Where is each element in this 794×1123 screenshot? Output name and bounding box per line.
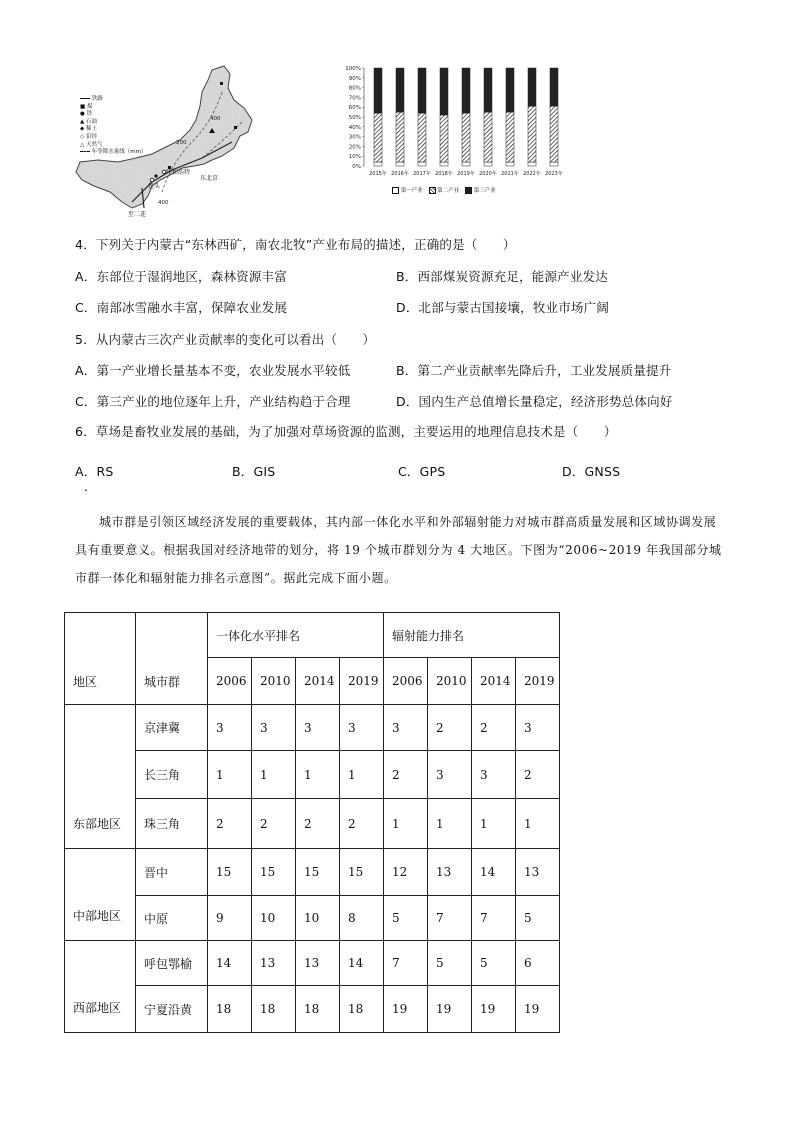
q5-option-d[interactable]: D．国内生产总值增长量稳定，经济形势总体向好 — [396, 394, 673, 409]
city-group-cell: 晋中 — [136, 849, 208, 896]
year-header: 2006 — [384, 658, 428, 705]
rank-cell: 15 — [208, 849, 252, 896]
table-row — [65, 751, 560, 799]
table-row — [65, 799, 560, 849]
rank-cell: 13 — [516, 849, 560, 896]
rank-cell: 3 — [428, 751, 472, 799]
place-label: 呼和浩特 — [166, 169, 191, 176]
x-tick-label: 2016年 — [391, 171, 409, 177]
coal-symbol — [220, 82, 223, 85]
rank-cell: 18 — [296, 986, 340, 1033]
x-tick-label: 2021年 — [501, 171, 519, 177]
isoline-label: 400 — [210, 116, 221, 122]
rank-cell: 18 — [340, 986, 384, 1033]
bar-segment-second — [528, 106, 536, 162]
place-label: 包头 — [148, 183, 161, 190]
legend-third-label: 第三产业 — [473, 188, 496, 194]
year-header: 2010 — [252, 658, 296, 705]
q5-option-a[interactable]: A．第一产业增长量基本不变，农业发展水平较低 — [75, 363, 351, 378]
rank-cell: 7 — [472, 896, 516, 941]
year-header: 2010 — [428, 658, 472, 705]
bar-segment-third — [440, 68, 448, 115]
rank-cell: 14 — [208, 941, 252, 986]
rank-cell: 19 — [384, 986, 428, 1033]
rank-cell: 2 — [384, 751, 428, 799]
bar-segment-first — [396, 162, 404, 166]
x-tick-label: 2023年 — [545, 171, 563, 177]
legend-lead-zinc: ◇ 铅锌 — [80, 133, 97, 140]
y-tick-label: 30% — [348, 134, 361, 141]
header-region: 地区 — [65, 613, 136, 705]
rank-cell: 5 — [516, 896, 560, 941]
stray-dot: . — [84, 480, 89, 494]
year-header: 2019 — [340, 658, 384, 705]
city-group-cell: 呼包鄂榆 — [136, 941, 208, 986]
x-tick-label: 2022年 — [523, 171, 541, 177]
rank-cell: 18 — [252, 986, 296, 1033]
legend-first-label: 第一产业 — [400, 188, 423, 194]
bar-segment-second — [550, 106, 558, 162]
bar-segment-first — [440, 162, 448, 166]
bar-segment-first — [528, 162, 536, 166]
map-legend — [80, 96, 146, 157]
region-cell: 西部地区 — [65, 941, 136, 1033]
bar-segment-second — [462, 113, 470, 162]
rank-cell: 14 — [472, 849, 516, 896]
header-integration: 一体化水平排名 — [208, 613, 384, 658]
rank-cell: 5 — [384, 896, 428, 941]
bar-segment-third — [506, 68, 514, 112]
place-label: 至二连 — [128, 211, 147, 218]
y-tick-label: 20% — [348, 144, 361, 151]
y-tick-label: 50% — [348, 115, 361, 121]
x-tick-label: 2018年 — [435, 171, 453, 177]
bar-segment-second — [506, 112, 514, 162]
question-6-stem: 6．草场是畜牧业发展的基础，为了加强对草场资源的监测，主要运用的地理信息技术是（ ） — [75, 424, 617, 439]
rank-cell: 3 — [296, 705, 340, 751]
y-tick-label: 10% — [348, 154, 361, 161]
year-header: 2014 — [296, 658, 340, 705]
legend-rare-earth: ◆ 稀土 — [80, 126, 97, 133]
table-row — [65, 705, 560, 751]
table-row — [65, 941, 560, 986]
rank-cell: 9 — [208, 896, 252, 941]
q6-option-d[interactable]: D．GNSS — [562, 464, 621, 479]
question-5-stem: 5．从内蒙古三次产业贡献率的变化可以看出（ ） — [75, 332, 376, 347]
bar-segment-second — [418, 113, 426, 162]
rank-cell: 3 — [516, 705, 560, 751]
chart-legend — [392, 186, 496, 194]
isoline-label: 400 — [158, 200, 169, 206]
city-group-cell: 京津冀 — [136, 705, 208, 751]
bar-segment-third — [418, 68, 426, 113]
legend-iron: ● 铁 — [80, 111, 93, 118]
rank-cell: 1 — [516, 799, 560, 849]
y-tick-label: 0% — [352, 164, 361, 170]
industry-contribution-chart — [338, 60, 563, 200]
bar-segment-third — [484, 68, 492, 112]
legend-isoline: 年等降水量线（mm） — [80, 149, 146, 157]
city-group-cell: 珠三角 — [136, 799, 208, 849]
place-label: 东北京 — [200, 175, 219, 182]
city-group-cell: 长三角 — [136, 751, 208, 799]
q4-option-c[interactable]: C．南部冰雪融水丰富，保障农业发展 — [75, 300, 288, 315]
question-4-stem: 4．下列关于内蒙古“东林西矿，南农北牧”产业布局的描述，正确的是（ ） — [75, 237, 516, 252]
rank-cell: 2 — [472, 705, 516, 751]
rank-cell: 15 — [296, 849, 340, 896]
rank-cell: 10 — [296, 896, 340, 941]
year-header: 2019 — [516, 658, 560, 705]
rank-cell: 10 — [252, 896, 296, 941]
city-group-cell: 宁夏沿黄 — [136, 986, 208, 1033]
rank-cell: 2 — [428, 705, 472, 751]
y-tick-label: 70% — [348, 95, 361, 102]
rank-cell: 3 — [472, 751, 516, 799]
rank-cell: 2 — [340, 799, 384, 849]
bar-segment-first — [462, 162, 470, 166]
rank-cell: 6 — [516, 941, 560, 986]
rank-cell: 5 — [472, 941, 516, 986]
rank-cell: 13 — [252, 941, 296, 986]
header-city-group: 城市群 — [136, 613, 208, 705]
legend-third-swatch — [465, 187, 472, 194]
q6-option-b[interactable]: B．GIS — [232, 464, 276, 479]
rank-cell: 3 — [340, 705, 384, 751]
rank-cell: 5 — [428, 941, 472, 986]
y-tick-label: 80% — [348, 85, 361, 92]
table-row — [65, 849, 560, 896]
x-tick-label: 2019年 — [457, 171, 475, 177]
q6-option-a[interactable]: A．RS — [75, 464, 114, 479]
rank-cell: 15 — [340, 849, 384, 896]
q4-option-a[interactable]: A．东部位于湿润地区，森林资源丰富 — [75, 269, 287, 284]
bar-segment-third — [550, 68, 558, 106]
bar-segment-second — [484, 112, 492, 162]
city-cluster-ranking-table — [64, 612, 560, 1033]
rank-cell: 18 — [208, 986, 252, 1033]
bar-segment-first — [374, 162, 382, 166]
bar-segment-first — [550, 162, 558, 166]
rank-cell: 7 — [384, 941, 428, 986]
rank-cell: 3 — [384, 705, 428, 751]
rank-cell: 2 — [296, 799, 340, 849]
legend-oil: ▲ 石油 — [80, 118, 97, 125]
table-row — [65, 896, 560, 941]
city-dot — [150, 178, 154, 182]
rank-cell: 1 — [472, 799, 516, 849]
rank-cell: 1 — [340, 751, 384, 799]
bar-segment-first — [484, 162, 492, 166]
city-group-cell: 中原 — [136, 896, 208, 941]
bar-segment-third — [374, 68, 382, 113]
rank-cell: 1 — [208, 751, 252, 799]
bar-segment-first — [418, 162, 426, 166]
bar-segment-third — [396, 68, 404, 112]
rank-cell: 14 — [340, 941, 384, 986]
isoline-label: 200 — [176, 140, 187, 146]
y-tick-label: 40% — [348, 124, 361, 131]
table-row — [65, 986, 560, 1033]
year-header: 2014 — [472, 658, 516, 705]
rank-cell: 2 — [208, 799, 252, 849]
bar-segment-second — [374, 113, 382, 162]
q6-option-c[interactable]: C．GPS — [398, 464, 446, 479]
coal-symbol — [234, 126, 237, 129]
rank-cell: 1 — [296, 751, 340, 799]
bar-segment-second — [396, 112, 404, 162]
bar-segment-first — [506, 162, 514, 166]
iron-symbol — [154, 174, 157, 177]
rank-cell: 1 — [428, 799, 472, 849]
q5-option-b[interactable]: B．第二产业贡献率先降后升，工业发展质量提升 — [396, 363, 672, 378]
rank-cell: 1 — [384, 799, 428, 849]
legend-second-swatch — [429, 187, 436, 194]
rank-cell: 7 — [428, 896, 472, 941]
q4-option-d[interactable]: D．北部与蒙古国接壤，牧业市场广阔 — [396, 300, 610, 315]
year-header: 2006 — [208, 658, 252, 705]
region-cell: 中部地区 — [65, 849, 136, 941]
q5-option-c[interactable]: C．第三产业的地位逐年上升，产业结构趋于合理 — [75, 394, 351, 409]
rank-cell: 1 — [252, 751, 296, 799]
q4-option-b[interactable]: B．西部煤炭资源充足，能源产业发达 — [396, 269, 608, 284]
legend-railway: 铁路 — [80, 96, 146, 104]
legend-gas: △ 天然气 — [80, 141, 103, 148]
header-radiation: 辐射能力排名 — [384, 613, 560, 658]
rank-cell: 2 — [252, 799, 296, 849]
x-tick-label: 2017年 — [413, 171, 431, 177]
legend-first-swatch — [392, 187, 399, 194]
rank-cell: 3 — [208, 705, 252, 751]
rank-cell: 19 — [472, 986, 516, 1033]
y-tick-label: 100% — [345, 66, 361, 72]
legend-second-label: 第二产业 — [437, 188, 460, 194]
rank-cell: 13 — [428, 849, 472, 896]
x-tick-label: 2015年 — [369, 171, 387, 177]
rank-cell: 12 — [384, 849, 428, 896]
bar-segment-second — [440, 115, 448, 162]
y-tick-label: 60% — [348, 105, 361, 112]
reading-passage: 城市群是引领区域经济发展的重要载体，其内部一体化水平和外部辐射能力对城市群高质量发展和区域协调发展具有重要意义。根据我国对经济地带的划分，将 19 个城市群划分为 4 大地区。下图为“2006~2019 年我国部分城市群一体化和辐射能力排名示意图”。据此完成下面小题。 — [75, 515, 722, 585]
rank-cell: 3 — [252, 705, 296, 751]
bar-segment-third — [462, 68, 470, 113]
x-tick-label: 2020年 — [479, 171, 497, 177]
legend-coal: ■ 煤 — [80, 103, 93, 110]
rank-cell: 2 — [516, 751, 560, 799]
rank-cell: 19 — [516, 986, 560, 1033]
region-cell: 东部地区 — [65, 705, 136, 849]
bar-segment-third — [528, 68, 536, 106]
rank-cell: 15 — [252, 849, 296, 896]
rank-cell: 19 — [428, 986, 472, 1033]
rank-cell: 13 — [296, 941, 340, 986]
y-tick-label: 90% — [348, 75, 361, 82]
rank-cell: 8 — [340, 896, 384, 941]
